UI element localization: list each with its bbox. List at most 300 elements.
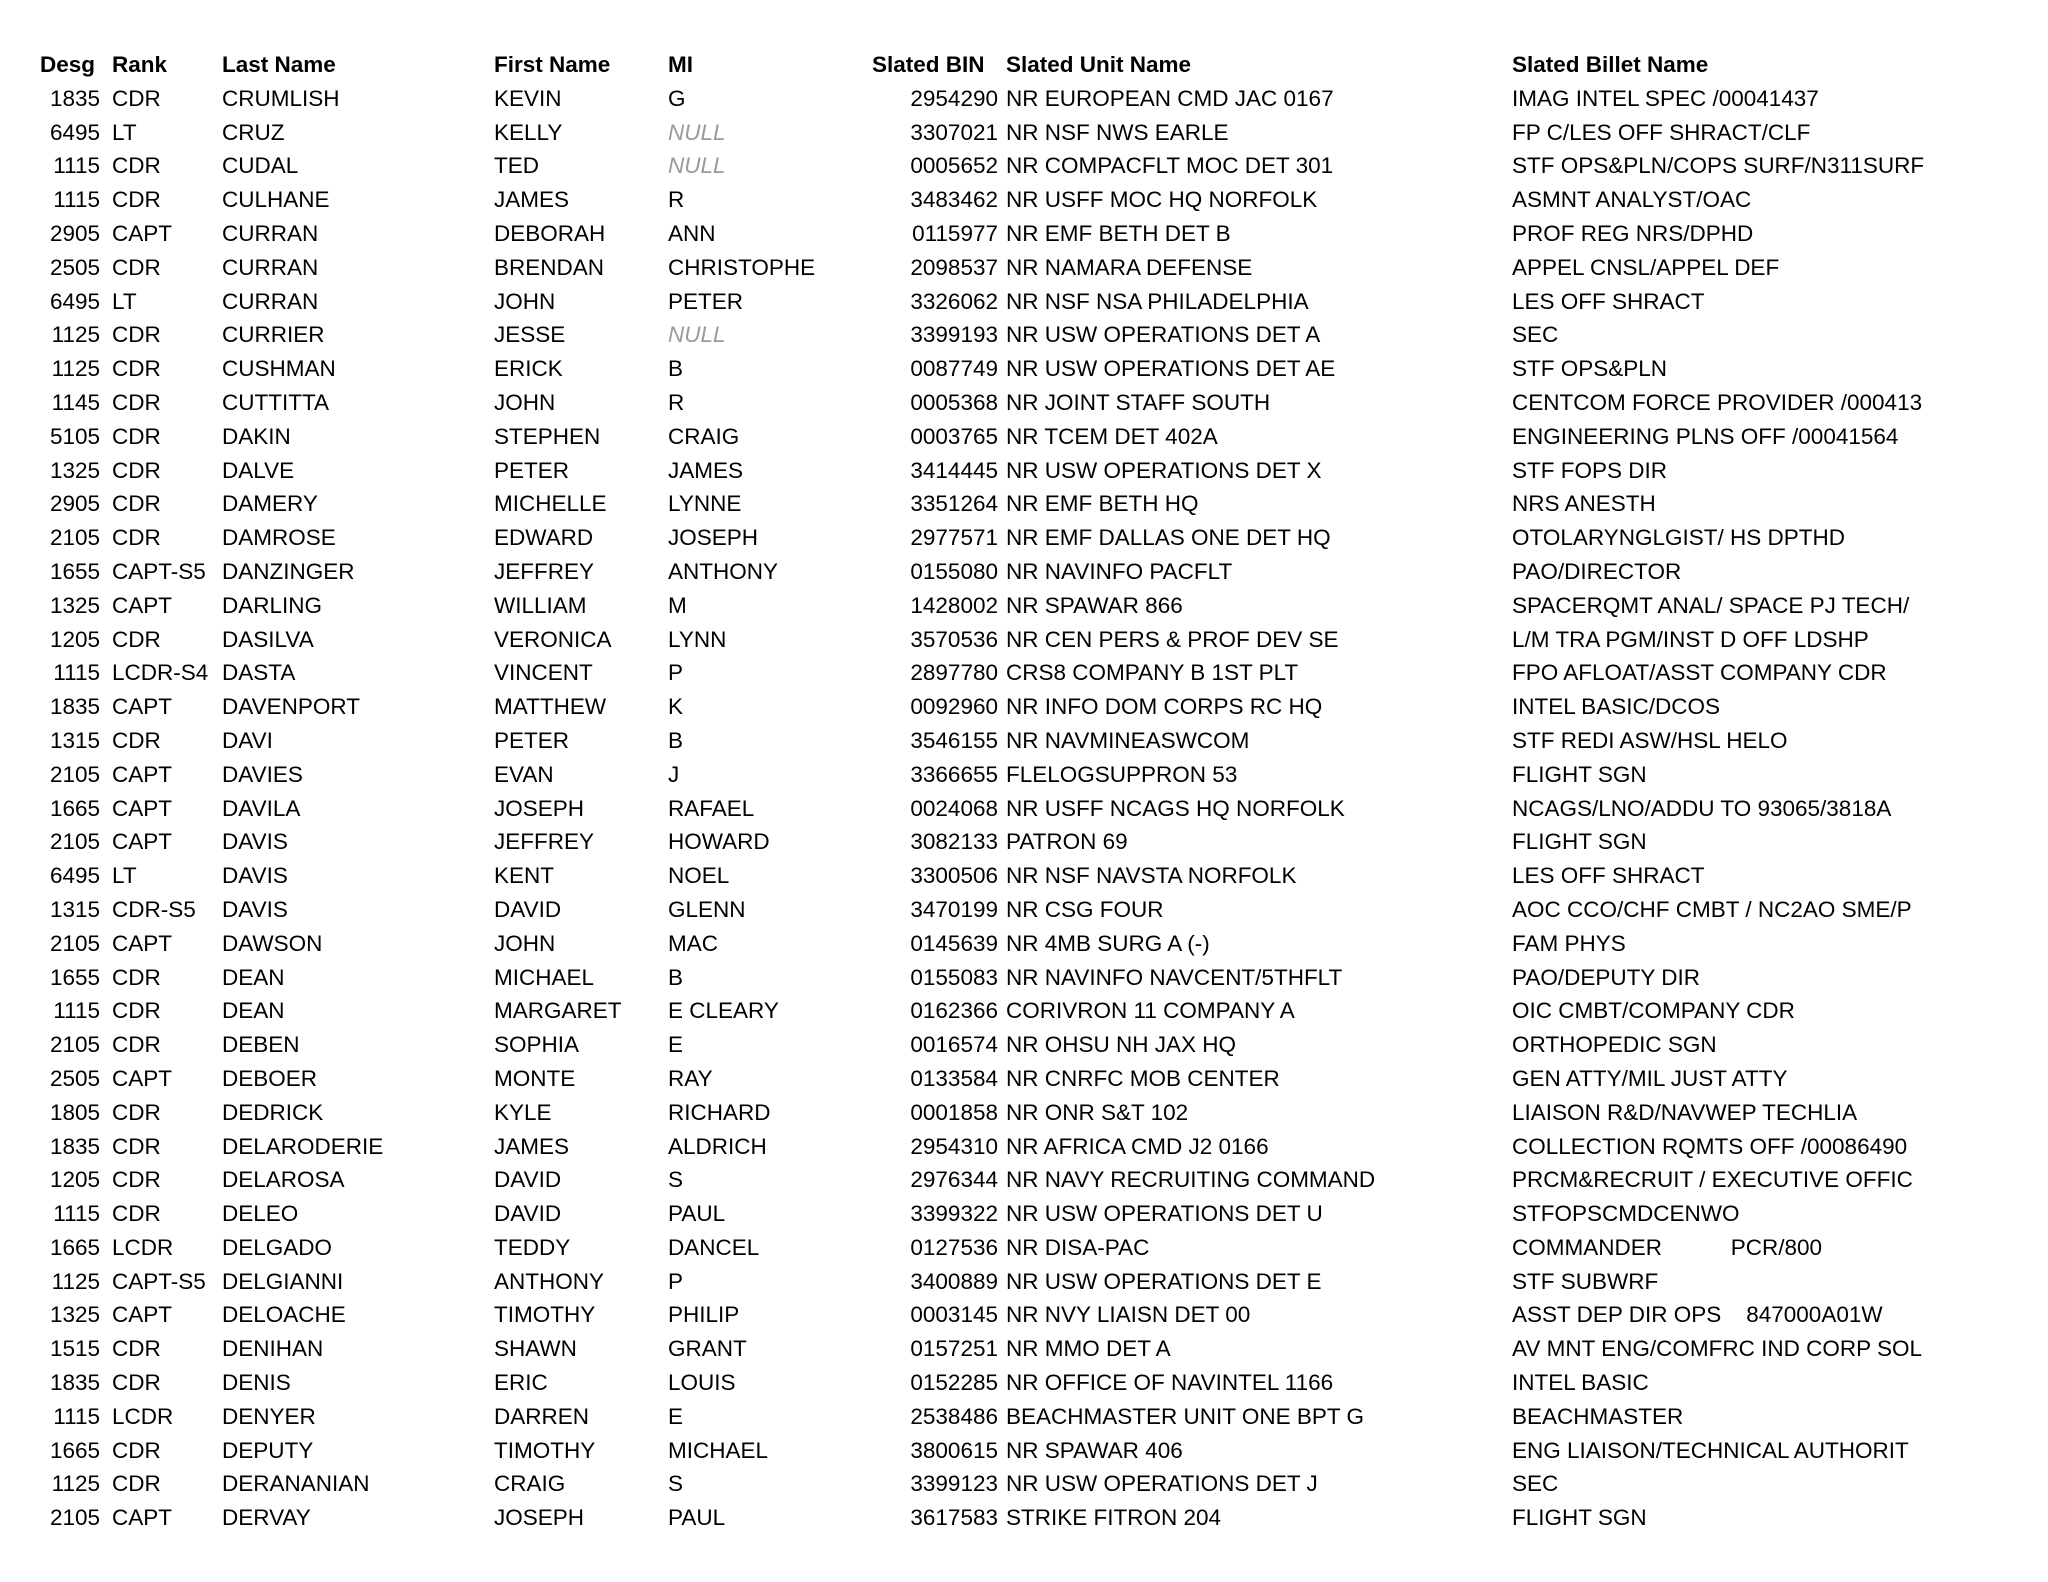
- cell-slated-unit-name: NR USFF MOC HQ NORFOLK: [1006, 187, 1318, 213]
- cell-desg: 2905: [49, 220, 100, 246]
- cell-mi: LOUIS: [668, 1370, 736, 1396]
- cell-slated-bin: 3351264: [910, 491, 998, 517]
- cell-first-name: MONTE: [494, 1065, 576, 1091]
- cell-last-name: DEDRICK: [222, 1099, 324, 1125]
- cell-first-name: SOPHIA: [494, 1032, 580, 1058]
- table-row: [0, 1062, 2048, 1096]
- cell-slated-billet-name: GEN ATTY/MIL JUST ATTY: [1512, 1065, 1788, 1091]
- cell-slated-unit-name: NR TCEM DET 402A: [1006, 423, 1218, 449]
- cell-mi: J: [668, 761, 680, 787]
- cell-slated-billet-name: LES OFF SHRACT: [1512, 288, 1705, 314]
- table-body: [0, 82, 2048, 1535]
- cell-desg: 1315: [49, 896, 100, 922]
- cell-desg: 1115: [53, 998, 100, 1024]
- cell-slated-billet-name: FP C/LES OFF SHRACT/CLF: [1512, 119, 1811, 145]
- cell-rank: CDR: [112, 85, 161, 111]
- cell-rank: CAPT: [112, 1505, 173, 1531]
- cell-desg: 1115: [53, 153, 100, 179]
- cell-first-name: TEDDY: [494, 1234, 571, 1260]
- cell-slated-billet-name: BEACHMASTER: [1512, 1403, 1684, 1429]
- cell-first-name: EVAN: [494, 761, 554, 787]
- cell-desg: 1125: [51, 1471, 100, 1497]
- cell-rank: CDR: [112, 153, 161, 179]
- cell-slated-billet-name: CENTCOM FORCE PROVIDER /000413: [1512, 389, 1923, 415]
- cell-slated-bin: 3326062: [910, 288, 998, 314]
- cell-last-name: DEBOER: [222, 1065, 318, 1091]
- cell-mi: M: [668, 592, 687, 618]
- cell-rank: LT: [112, 119, 137, 145]
- cell-slated-unit-name: NR JOINT STAFF SOUTH: [1006, 389, 1271, 415]
- cell-slated-bin: 0016574: [910, 1032, 998, 1058]
- cell-mi: E CLEARY: [668, 998, 779, 1024]
- cell-first-name: KEVIN: [494, 85, 562, 111]
- cell-slated-bin: 3617583: [910, 1505, 998, 1531]
- header-desg: Desg: [40, 52, 96, 77]
- cell-slated-unit-name: NR USW OPERATIONS DET A: [1006, 322, 1321, 348]
- table-row: [0, 792, 2048, 826]
- cell-first-name: MICHELLE: [494, 491, 607, 517]
- cell-mi: RAFAEL: [668, 795, 755, 821]
- cell-slated-bin: 2897780: [910, 660, 998, 686]
- cell-rank: CDR: [112, 254, 161, 280]
- cell-slated-bin: 3400889: [910, 1268, 998, 1294]
- cell-slated-unit-name: NR 4MB SURG A (-): [1006, 930, 1210, 956]
- cell-slated-billet-name: LES OFF SHRACT: [1512, 863, 1705, 889]
- cell-first-name: ERIC: [494, 1370, 548, 1396]
- cell-slated-unit-name: NR ONR S&T 102: [1006, 1099, 1189, 1125]
- cell-slated-unit-name: NR NAMARA DEFENSE: [1006, 254, 1253, 280]
- cell-last-name: DERANANIAN: [222, 1471, 370, 1497]
- cell-mi: R: [668, 187, 685, 213]
- cell-slated-bin: 0092960: [910, 694, 998, 720]
- cell-slated-billet-name: APPEL CNSL/APPEL DEF: [1512, 254, 1780, 280]
- cell-slated-unit-name: NR USW OPERATIONS DET X: [1006, 457, 1322, 483]
- roster-table: [0, 48, 2048, 1535]
- cell-last-name: DELARODERIE: [222, 1133, 384, 1159]
- cell-slated-unit-name: NR OFFICE OF NAVINTEL 1166: [1006, 1370, 1334, 1396]
- table-row: [0, 1130, 2048, 1164]
- cell-first-name: JEFFREY: [494, 558, 595, 584]
- cell-last-name: CURRAN: [222, 288, 319, 314]
- table-row: [0, 352, 2048, 386]
- cell-slated-bin: 3399193: [910, 322, 998, 348]
- table-row: [0, 1298, 2048, 1332]
- cell-slated-billet-name: STFOPSCMDCENWO: [1512, 1201, 1740, 1227]
- cell-mi: ANTHONY: [668, 558, 779, 584]
- cell-slated-bin: 0087749: [910, 356, 998, 382]
- table-row: [0, 656, 2048, 690]
- cell-slated-unit-name: NR COMPACFLT MOC DET 301: [1006, 153, 1334, 179]
- cell-rank: CDR: [112, 1471, 161, 1497]
- table-row: [0, 1028, 2048, 1062]
- cell-rank: CAPT-S5: [112, 558, 206, 584]
- cell-desg: 2505: [49, 1065, 100, 1091]
- cell-slated-unit-name: NR EUROPEAN CMD JAC 0167: [1006, 85, 1334, 111]
- cell-slated-unit-name: PATRON 69: [1006, 829, 1128, 855]
- cell-last-name: DASTA: [222, 660, 296, 686]
- header-slated-billet-name: Slated Billet Name: [1512, 52, 1709, 77]
- cell-slated-bin: 3307021: [910, 119, 998, 145]
- cell-slated-unit-name: NR CSG FOUR: [1006, 896, 1164, 922]
- cell-rank: CDR: [112, 1201, 161, 1227]
- cell-first-name: TIMOTHY: [494, 1302, 596, 1328]
- table-row: [0, 521, 2048, 555]
- cell-rank: CDR: [112, 525, 161, 551]
- cell-rank: LT: [112, 863, 137, 889]
- cell-mi: RICHARD: [668, 1099, 771, 1125]
- cell-desg: 1665: [49, 795, 100, 821]
- cell-desg: 1835: [49, 694, 100, 720]
- cell-slated-bin: 2954290: [910, 85, 998, 111]
- cell-mi: NULL: [668, 119, 726, 145]
- cell-desg: 2105: [49, 525, 100, 551]
- cell-rank: CDR: [112, 1437, 161, 1463]
- cell-slated-billet-name: COLLECTION RQMTS OFF /00086490: [1512, 1133, 1908, 1159]
- cell-last-name: CUDAL: [222, 153, 299, 179]
- cell-first-name: ANTHONY: [494, 1268, 605, 1294]
- cell-last-name: CURRAN: [222, 220, 319, 246]
- cell-slated-billet-name: FPO AFLOAT/ASST COMPANY CDR: [1512, 660, 1887, 686]
- table-row: [0, 724, 2048, 758]
- cell-slated-unit-name: STRIKE FITRON 204: [1006, 1505, 1222, 1531]
- cell-rank: CAPT: [112, 829, 173, 855]
- cell-slated-unit-name: CRS8 COMPANY B 1ST PLT: [1006, 660, 1299, 686]
- cell-first-name: BRENDAN: [494, 254, 605, 280]
- cell-slated-unit-name: NR NAVY RECRUITING COMMAND: [1006, 1167, 1376, 1193]
- header-rank: Rank: [112, 52, 168, 77]
- cell-slated-bin: 3414445: [910, 457, 998, 483]
- cell-slated-unit-name: NR SPAWAR 866: [1006, 592, 1183, 618]
- cell-rank: CDR: [112, 322, 161, 348]
- cell-slated-billet-name: OTOLARYNGLGIST/ HS DPTHD: [1512, 525, 1845, 551]
- cell-slated-bin: 3470199: [910, 896, 998, 922]
- cell-desg: 1125: [51, 1268, 100, 1294]
- cell-slated-bin: 3399123: [910, 1471, 998, 1497]
- cell-mi: K: [668, 694, 684, 720]
- cell-first-name: DARREN: [494, 1403, 590, 1429]
- cell-last-name: DAVIES: [222, 761, 303, 787]
- cell-rank: CDR: [112, 964, 161, 990]
- cell-last-name: DELAROSA: [222, 1167, 345, 1193]
- cell-slated-bin: 0001858: [910, 1099, 998, 1125]
- cell-slated-billet-name: FLIGHT SGN: [1512, 1505, 1647, 1531]
- cell-mi: DANCEL: [668, 1234, 760, 1260]
- cell-slated-bin: 0155080: [910, 558, 998, 584]
- table-row: [0, 690, 2048, 724]
- cell-last-name: CURRAN: [222, 254, 319, 280]
- cell-slated-unit-name: NR NAVINFO PACFLT: [1006, 558, 1233, 584]
- table-row: [0, 1366, 2048, 1400]
- header-mi: MI: [668, 52, 693, 77]
- table-row: [0, 893, 2048, 927]
- cell-slated-billet-name: SEC: [1512, 1471, 1559, 1497]
- cell-slated-billet-name: STF FOPS DIR: [1512, 457, 1668, 483]
- table-row: [0, 1197, 2048, 1231]
- cell-desg: 2105: [49, 930, 100, 956]
- cell-slated-unit-name: NR NVY LIAISN DET 00: [1006, 1302, 1251, 1328]
- cell-last-name: DENIHAN: [222, 1336, 324, 1362]
- cell-slated-unit-name: NR USW OPERATIONS DET J: [1006, 1471, 1318, 1497]
- cell-desg: 1835: [49, 1370, 100, 1396]
- cell-first-name: JOSEPH: [494, 1505, 585, 1531]
- cell-slated-billet-name: PAO/DEPUTY DIR: [1512, 964, 1700, 990]
- cell-desg: 6495: [49, 863, 100, 889]
- cell-rank: LCDR: [112, 1234, 174, 1260]
- cell-mi: MAC: [668, 930, 718, 956]
- cell-rank: CDR: [112, 1099, 161, 1125]
- cell-desg: 1125: [51, 322, 100, 348]
- cell-last-name: DAVIS: [222, 829, 288, 855]
- cell-last-name: DAMROSE: [222, 525, 336, 551]
- table-row: [0, 927, 2048, 961]
- cell-slated-billet-name: INTEL BASIC: [1512, 1370, 1649, 1396]
- cell-rank: CDR: [112, 998, 161, 1024]
- cell-slated-billet-name: NRS ANESTH: [1512, 491, 1656, 517]
- cell-last-name: DELGIANNI: [222, 1268, 344, 1294]
- cell-mi: B: [668, 727, 684, 753]
- table-header-row: [0, 48, 2048, 82]
- cell-slated-bin: 0152285: [910, 1370, 998, 1396]
- cell-slated-bin: 2954310: [910, 1133, 998, 1159]
- cell-slated-unit-name: NR NSF NAVSTA NORFOLK: [1006, 863, 1297, 889]
- cell-slated-unit-name: NR INFO DOM CORPS RC HQ: [1006, 694, 1323, 720]
- cell-rank: CDR: [112, 727, 161, 753]
- cell-desg: 1515: [49, 1336, 100, 1362]
- cell-rank: CAPT: [112, 930, 173, 956]
- cell-rank: CAPT: [112, 761, 173, 787]
- cell-slated-bin: 0133584: [910, 1065, 998, 1091]
- cell-slated-unit-name: NR OHSU NH JAX HQ: [1006, 1032, 1237, 1058]
- cell-slated-billet-name: PROF REG NRS/DPHD: [1512, 220, 1754, 246]
- cell-first-name: MATTHEW: [494, 694, 607, 720]
- cell-slated-unit-name: NR NSF NSA PHILADELPHIA: [1006, 288, 1309, 314]
- cell-desg: 1315: [49, 727, 100, 753]
- cell-mi: P: [668, 660, 684, 686]
- table-row: [0, 1231, 2048, 1265]
- cell-first-name: KENT: [494, 863, 555, 889]
- cell-slated-unit-name: FLELOGSUPPRON 53: [1006, 761, 1238, 787]
- cell-mi: GLENN: [668, 896, 746, 922]
- cell-last-name: DAVI: [222, 727, 273, 753]
- cell-mi: RAY: [668, 1065, 713, 1091]
- cell-desg: 2105: [49, 761, 100, 787]
- cell-slated-bin: 0003145: [910, 1302, 998, 1328]
- cell-slated-bin: 0162366: [910, 998, 998, 1024]
- cell-slated-billet-name: FAM PHYS: [1512, 930, 1626, 956]
- table-row: [0, 994, 2048, 1028]
- cell-desg: 2105: [49, 1032, 100, 1058]
- cell-desg: 1115: [53, 1201, 100, 1227]
- cell-slated-billet-name: AOC CCO/CHF CMBT / NC2AO SME/P: [1512, 896, 1912, 922]
- cell-first-name: JAMES: [494, 187, 570, 213]
- cell-desg: 5105: [49, 423, 100, 449]
- cell-mi: CHRISTOPHE: [668, 254, 816, 280]
- cell-last-name: DALVE: [222, 457, 295, 483]
- cell-desg: 6495: [49, 119, 100, 145]
- cell-slated-bin: 0155083: [910, 964, 998, 990]
- table-row: [0, 82, 2048, 116]
- cell-mi: B: [668, 964, 684, 990]
- cell-slated-unit-name: CORIVRON 11 COMPANY A: [1006, 998, 1295, 1024]
- cell-last-name: DEPUTY: [222, 1437, 314, 1463]
- cell-slated-bin: 3300506: [910, 863, 998, 889]
- cell-desg: 1665: [49, 1437, 100, 1463]
- cell-rank: CAPT-S5: [112, 1268, 206, 1294]
- cell-last-name: DELOACHE: [222, 1302, 346, 1328]
- cell-slated-bin: 1428002: [910, 592, 998, 618]
- table-row: [0, 1163, 2048, 1197]
- cell-rank: CDR: [112, 626, 161, 652]
- cell-desg: 1115: [53, 187, 100, 213]
- table-row: [0, 758, 2048, 792]
- cell-slated-bin: 0024068: [910, 795, 998, 821]
- cell-slated-billet-name: INTEL BASIC/DCOS: [1512, 694, 1720, 720]
- cell-mi: PAUL: [668, 1505, 726, 1531]
- cell-slated-billet-name: SPACERQMT ANAL/ SPACE PJ TECH/: [1512, 592, 1910, 618]
- cell-slated-billet-name: FLIGHT SGN: [1512, 761, 1647, 787]
- cell-desg: 1835: [49, 85, 100, 111]
- cell-first-name: TIMOTHY: [494, 1437, 596, 1463]
- cell-mi: HOWARD: [668, 829, 770, 855]
- cell-desg: 2505: [49, 254, 100, 280]
- cell-slated-billet-name: ASST DEP DIR OPS 847000A01W: [1512, 1302, 1883, 1328]
- cell-slated-bin: 3800615: [910, 1437, 998, 1463]
- cell-slated-unit-name: NR USW OPERATIONS DET E: [1006, 1268, 1322, 1294]
- cell-desg: 2105: [49, 1505, 100, 1531]
- cell-slated-billet-name: NCAGS/LNO/ADDU TO 93065/3818A: [1512, 795, 1892, 821]
- cell-last-name: DAVENPORT: [222, 694, 360, 720]
- cell-slated-bin: 2976344: [910, 1167, 998, 1193]
- table-row: [0, 859, 2048, 893]
- cell-mi: JAMES: [668, 457, 744, 483]
- cell-rank: CDR: [112, 1133, 161, 1159]
- cell-last-name: DANZINGER: [222, 558, 355, 584]
- cell-rank: LT: [112, 288, 137, 314]
- table-row: [0, 454, 2048, 488]
- cell-desg: 1655: [49, 558, 100, 584]
- table-row: [0, 420, 2048, 454]
- cell-slated-billet-name: STF OPS&PLN: [1512, 356, 1668, 382]
- cell-last-name: DAWSON: [222, 930, 323, 956]
- cell-mi: JOSEPH: [668, 525, 759, 551]
- cell-slated-bin: 2977571: [910, 525, 998, 551]
- cell-rank: CDR: [112, 1032, 161, 1058]
- table-row: [0, 217, 2048, 251]
- cell-last-name: CUTTITTA: [222, 389, 330, 415]
- cell-slated-bin: 3570536: [910, 626, 998, 652]
- table-row: [0, 1400, 2048, 1434]
- cell-mi: S: [668, 1167, 684, 1193]
- cell-desg: 1205: [49, 626, 100, 652]
- table-row: [0, 1265, 2048, 1299]
- cell-rank: LCDR: [112, 1403, 174, 1429]
- cell-first-name: MARGARET: [494, 998, 622, 1024]
- table-row: [0, 1434, 2048, 1468]
- cell-rank: CDR: [112, 1370, 161, 1396]
- cell-mi: PETER: [668, 288, 744, 314]
- cell-last-name: DAVIS: [222, 896, 288, 922]
- cell-mi: NOEL: [668, 863, 730, 889]
- table-row: [0, 251, 2048, 285]
- table-row: [0, 555, 2048, 589]
- cell-mi: B: [668, 356, 684, 382]
- cell-last-name: DAMERY: [222, 491, 318, 517]
- cell-rank: CDR: [112, 389, 161, 415]
- cell-rank: CAPT: [112, 592, 173, 618]
- cell-first-name: JESSE: [494, 322, 566, 348]
- cell-slated-bin: 0005368: [910, 389, 998, 415]
- cell-last-name: DAVILA: [222, 795, 301, 821]
- cell-slated-bin: 0127536: [910, 1234, 998, 1260]
- cell-slated-unit-name: NR USFF NCAGS HQ NORFOLK: [1006, 795, 1345, 821]
- cell-slated-billet-name: ENGINEERING PLNS OFF /00041564: [1512, 423, 1899, 449]
- cell-last-name: DARLING: [222, 592, 323, 618]
- cell-first-name: JOHN: [494, 288, 556, 314]
- cell-slated-bin: 0005652: [910, 153, 998, 179]
- cell-slated-unit-name: NR NAVMINEASWCOM: [1006, 727, 1250, 753]
- cell-first-name: JOHN: [494, 389, 556, 415]
- cell-rank: CDR: [112, 356, 161, 382]
- cell-rank: CDR: [112, 187, 161, 213]
- cell-first-name: KYLE: [494, 1099, 552, 1125]
- cell-slated-billet-name: LIAISON R&D/NAVWEP TECHLIA: [1512, 1099, 1858, 1125]
- cell-first-name: JAMES: [494, 1133, 570, 1159]
- cell-rank: CDR: [112, 457, 161, 483]
- cell-last-name: DAKIN: [222, 423, 291, 449]
- cell-first-name: PETER: [494, 457, 570, 483]
- cell-mi: LYNN: [668, 626, 727, 652]
- cell-mi: MICHAEL: [668, 1437, 769, 1463]
- cell-rank: CAPT: [112, 1065, 173, 1091]
- cell-mi: NULL: [668, 153, 726, 179]
- cell-slated-unit-name: NR EMF BETH HQ: [1006, 491, 1199, 517]
- cell-last-name: DAVIS: [222, 863, 288, 889]
- cell-last-name: CURRIER: [222, 322, 325, 348]
- cell-mi: E: [668, 1403, 684, 1429]
- cell-desg: 1115: [53, 660, 100, 686]
- cell-desg: 1205: [49, 1167, 100, 1193]
- table-row: [0, 1096, 2048, 1130]
- cell-last-name: CULHANE: [222, 187, 330, 213]
- cell-slated-unit-name: NR CEN PERS & PROF DEV SE: [1006, 626, 1339, 652]
- cell-slated-unit-name: BEACHMASTER UNIT ONE BPT G: [1006, 1403, 1364, 1429]
- cell-slated-billet-name: ASMNT ANALYST/OAC: [1512, 187, 1752, 213]
- table-row: [0, 1332, 2048, 1366]
- cell-desg: 1655: [49, 964, 100, 990]
- cell-first-name: CRAIG: [494, 1471, 566, 1497]
- cell-mi: G: [668, 85, 686, 111]
- cell-first-name: STEPHEN: [494, 423, 601, 449]
- table-row: [0, 183, 2048, 217]
- cell-slated-bin: 0157251: [910, 1336, 998, 1362]
- cell-first-name: SHAWN: [494, 1336, 577, 1362]
- cell-slated-bin: 0115977: [912, 220, 998, 246]
- table-row: [0, 149, 2048, 183]
- cell-slated-unit-name: NR NSF NWS EARLE: [1006, 119, 1229, 145]
- cell-last-name: DEBEN: [222, 1032, 300, 1058]
- cell-first-name: ERICK: [494, 356, 563, 382]
- table-row: [0, 1501, 2048, 1535]
- cell-rank: CDR: [112, 1336, 161, 1362]
- cell-mi: S: [668, 1471, 684, 1497]
- table-row: [0, 116, 2048, 150]
- cell-slated-billet-name: AV MNT ENG/COMFRC IND CORP SOL: [1512, 1336, 1923, 1362]
- cell-slated-billet-name: STF OPS&PLN/COPS SURF/N311SURF: [1512, 153, 1925, 179]
- cell-last-name: DERVAY: [222, 1505, 311, 1531]
- cell-mi: GRANT: [668, 1336, 747, 1362]
- cell-first-name: DAVID: [494, 1201, 562, 1227]
- cell-slated-bin: 3366655: [910, 761, 998, 787]
